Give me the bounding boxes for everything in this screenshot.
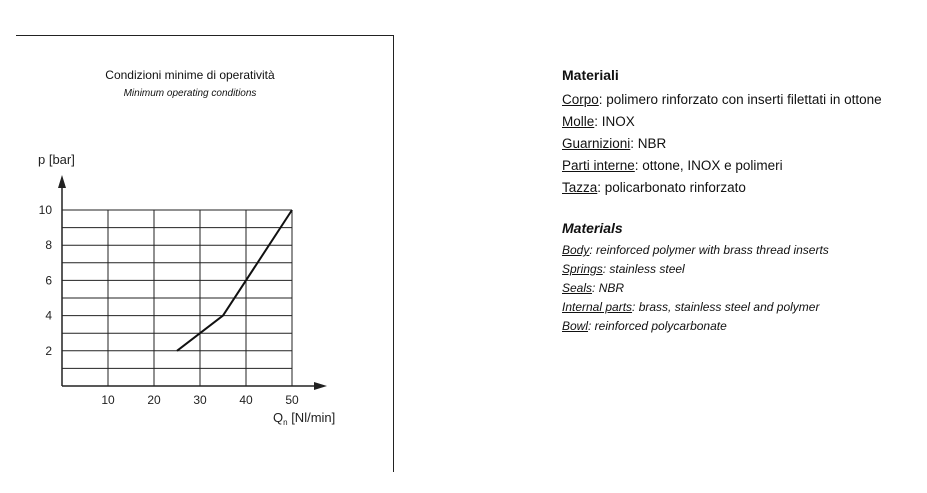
x-tick-label: 20 — [147, 393, 161, 407]
materials-en-text: : stainless steel — [602, 262, 685, 276]
materials-it-text: : policarbonato rinforzato — [597, 180, 746, 195]
materials-en-term: Internal parts — [562, 300, 633, 314]
materials-en-text: : reinforced polymer with brass thread inserts — [589, 243, 829, 257]
y-axis-arrow — [58, 175, 66, 188]
materials-it-text: : polimero rinforzato con inserti filettati in ottone — [598, 92, 882, 107]
y-tick-label: 8 — [45, 238, 52, 253]
x-axis-label-subscript: n — [283, 418, 288, 427]
x-axis-arrow — [314, 382, 327, 390]
materials-it-item — [562, 133, 882, 155]
materials-en-list — [562, 241, 829, 336]
chart-ticks — [39, 203, 299, 407]
materials-it-list — [562, 89, 882, 199]
chart-title: Condizioni minime di operatività — [105, 68, 275, 82]
y-tick-label: 2 — [45, 343, 52, 358]
materials-it-heading: Materiali — [562, 67, 619, 83]
x-axis-label — [273, 410, 335, 427]
chart-grid — [62, 210, 292, 386]
materials-en-item — [562, 279, 829, 298]
materials-it-item — [562, 155, 882, 177]
y-tick-label: 4 — [45, 308, 52, 323]
materials-en-text: : brass, stainless steel and polymer — [632, 300, 820, 314]
materials-en-term: Body — [562, 243, 590, 257]
materials-it-term: Guarnizioni — [562, 136, 631, 151]
materials-it-text: : INOX — [594, 114, 635, 129]
materials-en-text: : reinforced polycarbonate — [588, 319, 727, 333]
x-tick-label: 50 — [285, 393, 299, 407]
materials-en-heading: Materials — [562, 220, 623, 236]
x-tick-label: 10 — [101, 393, 115, 407]
chart-axes — [58, 175, 327, 390]
materials-en-item — [562, 298, 829, 317]
y-axis-label: p [bar] — [38, 152, 75, 167]
materials-en-text: : NBR — [592, 281, 625, 295]
x-tick-label: 40 — [239, 393, 253, 407]
x-axis-label-unit: [Nl/min] — [287, 410, 336, 425]
materials-it-item — [562, 111, 882, 133]
materials-it-item — [562, 89, 882, 111]
chart — [0, 0, 400, 493]
materials-it-term: Corpo — [562, 92, 599, 107]
materials-en-item — [562, 260, 829, 279]
y-tick-label: 10 — [38, 203, 52, 217]
materials-it-term: Tazza — [562, 180, 598, 195]
chart-subtitle: Minimum operating conditions — [123, 88, 257, 99]
materials-en-item — [562, 317, 829, 336]
materials-en-item — [562, 241, 829, 260]
y-tick-label: 6 — [45, 273, 52, 288]
x-tick-label: 30 — [193, 393, 207, 407]
materials-en-term: Seals — [562, 281, 593, 295]
materials-en-term: Springs — [562, 262, 603, 276]
materials-it-term: Molle — [562, 114, 595, 129]
materials-it-text: : ottone, INOX e polimeri — [634, 158, 783, 173]
materials-en-term: Bowl — [562, 319, 589, 333]
materials-it-text: : NBR — [630, 136, 667, 151]
materials-it-item — [562, 177, 882, 199]
x-axis-label-main: Q — [273, 410, 284, 425]
materials-it-term: Parti interne — [562, 158, 635, 173]
